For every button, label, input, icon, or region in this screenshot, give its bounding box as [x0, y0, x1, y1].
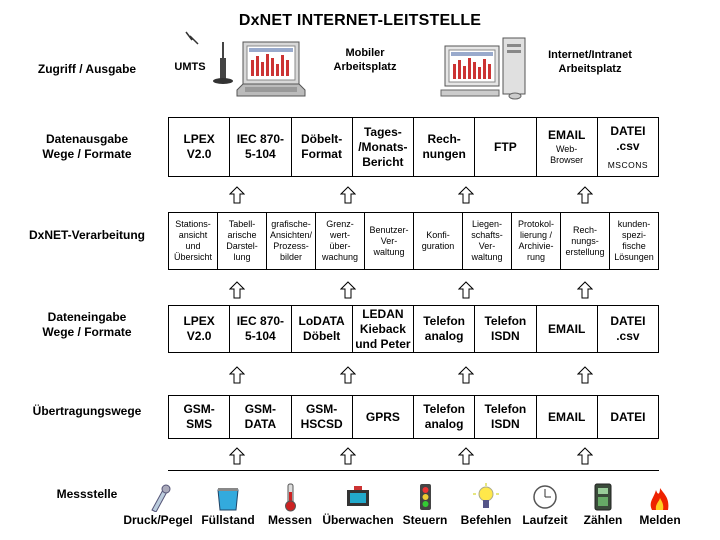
transport-cell-text: GSM- DATA	[244, 402, 277, 431]
processing-cell	[365, 213, 414, 269]
output-cell	[414, 118, 475, 176]
up-arrow-icon	[577, 186, 593, 204]
output-cell	[475, 118, 536, 176]
processing-cell	[414, 213, 463, 269]
output-cell-text: Döbelt- Format	[300, 132, 343, 161]
output-cell	[537, 118, 598, 176]
input-cell-text: Telefon ISDN	[484, 314, 527, 343]
input-formats-box	[168, 305, 659, 353]
up-arrow-icon	[340, 186, 356, 204]
traffic-light-icon	[411, 482, 439, 512]
up-arrow-icon	[458, 281, 474, 299]
output-cell-subtext: MSCONS	[607, 159, 649, 170]
transport-cell-text: EMAIL	[547, 409, 586, 424]
up-arrow-icon	[458, 186, 474, 204]
up-arrow-icon	[577, 281, 593, 299]
processing-cell	[512, 213, 561, 269]
up-arrow-icon	[229, 366, 245, 384]
processing-box	[168, 212, 659, 270]
transport-cell	[292, 396, 353, 438]
transport-cell-text: Telefon analog	[423, 402, 466, 431]
processing-cell	[463, 213, 512, 269]
input-cell	[353, 306, 414, 352]
transport-cell	[169, 396, 230, 438]
transport-cell-text: GPRS	[365, 409, 400, 424]
fire-icon	[646, 482, 674, 512]
processing-cell	[267, 213, 316, 269]
up-arrow-icon	[340, 447, 356, 465]
processing-cell-text: kunden- spezi- fische Lösungen	[614, 219, 654, 262]
input-cell-text: LEDAN Kieback und Peter	[355, 306, 411, 351]
input-cell-text: DATEI .csv	[610, 314, 646, 343]
processing-cell-text: Liegen- schafts- Ver- waltung	[471, 219, 503, 262]
pressure-gauge-icon	[144, 482, 172, 512]
transport-cell	[537, 396, 598, 438]
umts-label: UMTS	[174, 61, 206, 73]
input-cell	[598, 306, 658, 352]
clock-icon	[531, 482, 559, 512]
output-cell-text: EMAIL	[547, 128, 586, 142]
input-cell-text: IEC 870- 5-104	[236, 314, 285, 343]
output-cell	[353, 118, 414, 176]
thermometer-icon	[276, 482, 304, 512]
output-row-label: Datenausgabe Wege / Formate	[42, 132, 132, 161]
measuring-item-label: Füllstand	[201, 513, 255, 527]
measuring-item-label: Laufzeit	[522, 513, 568, 527]
measuring-item-label: Befehlen	[460, 513, 512, 527]
transport-box	[168, 395, 659, 439]
transport-cell	[475, 396, 536, 438]
processing-cell	[169, 213, 218, 269]
processing-cell	[610, 213, 658, 269]
processing-cell-text: Rech- nungs- erstellung	[565, 224, 605, 257]
input-cell	[169, 306, 230, 352]
transport-cell-text: DATEI	[610, 409, 646, 424]
transport-cell	[414, 396, 475, 438]
output-cell-text: LPEX V2.0	[183, 132, 215, 161]
up-arrow-icon	[229, 186, 245, 204]
processing-cell	[316, 213, 365, 269]
input-cell-text: LoDATA Döbelt	[298, 314, 345, 343]
processing-cell-text: Protokol- lierung / Archivie- rung	[517, 219, 554, 262]
up-arrow-icon	[340, 281, 356, 299]
output-cell	[598, 118, 658, 176]
input-cell	[414, 306, 475, 352]
input-cell-text: EMAIL	[547, 321, 586, 336]
internet-workplace-label: Internet/Intranet Arbeitsplatz	[548, 49, 632, 75]
output-cell	[292, 118, 353, 176]
tank-icon	[214, 482, 242, 512]
input-cell	[230, 306, 291, 352]
output-cell-text: IEC 870- 5-104	[236, 132, 285, 161]
input-cell	[292, 306, 353, 352]
up-arrow-icon	[577, 366, 593, 384]
transport-row-label: Übertragungswege	[32, 404, 142, 418]
processing-cell-text: Grenz- wert- über- wachung	[321, 219, 359, 262]
processing-row-label: DxNET-Verarbeitung	[28, 228, 146, 242]
processing-cell	[561, 213, 610, 269]
up-arrow-icon	[229, 447, 245, 465]
processing-cell-text: grafische- Ansichten/ Prozess- bilder	[269, 219, 313, 262]
input-cell	[537, 306, 598, 352]
processing-cell-text: Konfi- guration	[421, 230, 455, 251]
input-row-label: Dateneingabe Wege / Formate	[42, 310, 132, 339]
processing-cell	[218, 213, 267, 269]
input-cell-text: LPEX V2.0	[183, 314, 215, 343]
processing-cell-text: Tabell- arische Darstel- lung	[226, 219, 258, 262]
transport-cell-text: Telefon ISDN	[484, 402, 527, 431]
up-arrow-icon	[229, 281, 245, 299]
output-cell-text: Tages- /Monats- Bericht	[358, 124, 408, 169]
mobile-workplace-label: Mobiler Arbeitsplatz	[333, 47, 397, 73]
input-cell-text: Telefon analog	[423, 314, 466, 343]
input-cell	[475, 306, 536, 352]
transport-cell	[230, 396, 291, 438]
transport-cell-text: GSM- HSCSD	[300, 402, 343, 431]
measuring-row-label: Messstelle	[56, 487, 118, 501]
output-cell-subtext: Web- Browser	[550, 144, 584, 165]
access-label: Zugriff / Ausgabe	[37, 62, 137, 76]
measuring-item-label: Druck/Pegel	[123, 513, 193, 527]
up-arrow-icon	[577, 447, 593, 465]
output-cell-text: FTP	[494, 139, 517, 154]
up-arrow-icon	[340, 366, 356, 384]
transport-cell	[353, 396, 414, 438]
measuring-bus-line	[168, 470, 659, 471]
laptop-icon	[235, 40, 307, 106]
measuring-item-label: Melden	[639, 513, 681, 527]
transport-cell-text: GSM- SMS	[183, 402, 215, 431]
monitor-icon	[344, 482, 372, 512]
antenna-icon	[178, 28, 238, 88]
processing-cell-text: Stations- ansicht und Übersicht	[173, 219, 212, 262]
measuring-item-label: Überwachen	[322, 513, 394, 527]
measuring-item-label: Messen	[267, 513, 313, 527]
output-cell-text: DATEI .csv	[610, 123, 646, 153]
output-formats-box	[168, 117, 659, 177]
output-cell	[169, 118, 230, 176]
output-cell	[230, 118, 291, 176]
up-arrow-icon	[458, 447, 474, 465]
processing-cell-text: Benutzer- Ver- waltung	[369, 224, 409, 257]
diagram-title: DxNET INTERNET-LEITSTELLE	[238, 12, 482, 29]
lamp-icon	[472, 482, 500, 512]
transport-cell	[598, 396, 658, 438]
up-arrow-icon	[458, 366, 474, 384]
output-cell-text: Rech- nungen	[422, 132, 466, 161]
meter-icon	[589, 482, 617, 512]
measuring-item-label: Steuern	[402, 513, 448, 527]
measuring-item-label: Zählen	[583, 513, 623, 527]
desktop-pc-icon	[435, 36, 535, 100]
